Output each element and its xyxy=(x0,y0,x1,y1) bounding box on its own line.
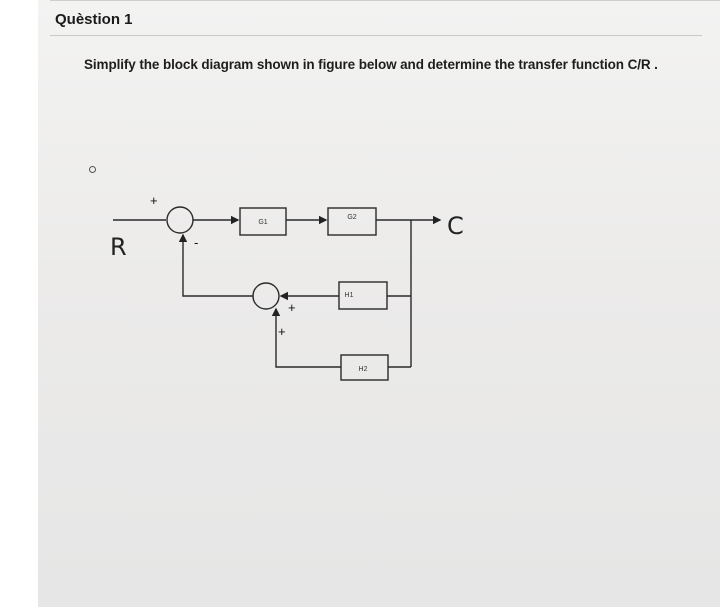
sum1-minus-sign: - xyxy=(194,235,199,250)
output-label-c: C xyxy=(447,212,464,240)
summing-junction-2 xyxy=(253,283,279,309)
summing-junction-1 xyxy=(167,207,193,233)
g1-label: G1 xyxy=(258,219,268,226)
input-label-r: R xyxy=(110,233,127,261)
h1-label: H1 xyxy=(344,292,354,299)
sum2-bottom-plus-sign: + xyxy=(278,324,286,339)
question-text: Simplify the block diagram shown in figure below and determine the transfer function C/R . xyxy=(84,57,658,72)
sum2-right-plus-sign: + xyxy=(288,300,296,315)
h2-label: H2 xyxy=(358,366,368,373)
question-title: Quèstion 1 xyxy=(55,11,133,28)
sum1-plus-sign: + xyxy=(150,193,158,208)
h2-to-sum2-line xyxy=(276,309,341,367)
block-g2 xyxy=(328,208,376,235)
g2-label: G2 xyxy=(347,214,357,221)
